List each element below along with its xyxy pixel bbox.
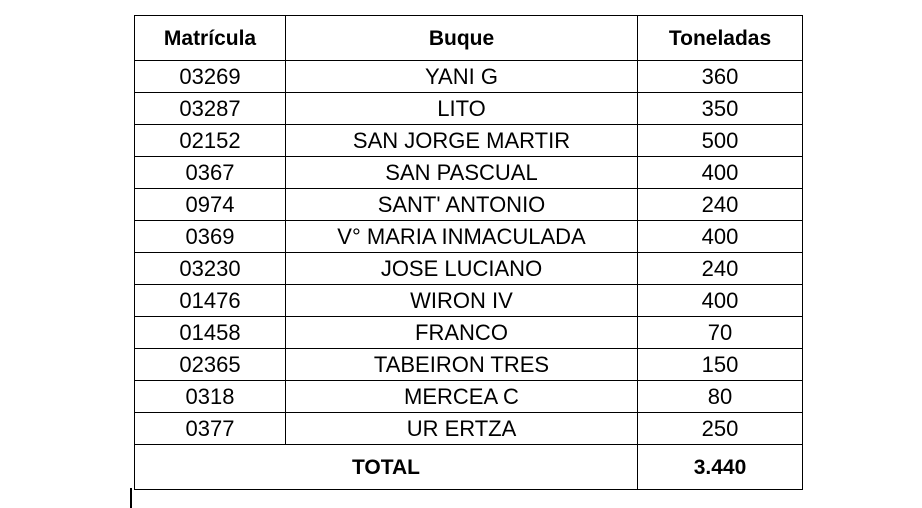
cell-vessel: V° MARIA INMACULADA <box>286 221 638 253</box>
cell-tonnage: 500 <box>638 125 803 157</box>
vessel-tonnage-table-container <box>134 15 803 490</box>
cell-vessel: UR ERTZA <box>286 413 638 445</box>
header-vessel: Buque <box>286 16 638 61</box>
header-tonnage: Toneladas <box>638 16 803 61</box>
table-row <box>135 349 803 381</box>
page-edge-mark <box>130 488 132 508</box>
cell-tonnage: 240 <box>638 189 803 221</box>
table-row <box>135 93 803 125</box>
table-header-row <box>135 16 803 61</box>
cell-registration: 0318 <box>135 381 286 413</box>
cell-vessel: WIRON IV <box>286 285 638 317</box>
cell-registration: 01458 <box>135 317 286 349</box>
cell-vessel: FRANCO <box>286 317 638 349</box>
table-row <box>135 381 803 413</box>
table-row <box>135 189 803 221</box>
cell-tonnage: 350 <box>638 93 803 125</box>
cell-vessel: JOSE LUCIANO <box>286 253 638 285</box>
cell-vessel: SAN PASCUAL <box>286 157 638 189</box>
total-value: 3.440 <box>638 445 803 490</box>
cell-tonnage: 250 <box>638 413 803 445</box>
header-registration: Matrícula <box>135 16 286 61</box>
table-row <box>135 413 803 445</box>
cell-tonnage: 400 <box>638 157 803 189</box>
cell-vessel: SAN JORGE MARTIR <box>286 125 638 157</box>
cell-registration: 02365 <box>135 349 286 381</box>
cell-vessel: SANT' ANTONIO <box>286 189 638 221</box>
table-row <box>135 61 803 93</box>
cell-registration: 0367 <box>135 157 286 189</box>
cell-tonnage: 70 <box>638 317 803 349</box>
cell-vessel: YANI G <box>286 61 638 93</box>
cell-tonnage: 360 <box>638 61 803 93</box>
cell-registration: 03230 <box>135 253 286 285</box>
table-row <box>135 317 803 349</box>
cell-registration: 03269 <box>135 61 286 93</box>
total-label: TOTAL <box>135 445 638 490</box>
cell-vessel: TABEIRON TRES <box>286 349 638 381</box>
cell-registration: 0974 <box>135 189 286 221</box>
total-row <box>135 445 803 490</box>
table-row <box>135 285 803 317</box>
cell-tonnage: 240 <box>638 253 803 285</box>
vessel-tonnage-table <box>134 15 803 490</box>
table-row <box>135 157 803 189</box>
cell-tonnage: 80 <box>638 381 803 413</box>
table-row <box>135 221 803 253</box>
cell-vessel: MERCEA C <box>286 381 638 413</box>
cell-tonnage: 400 <box>638 221 803 253</box>
cell-tonnage: 400 <box>638 285 803 317</box>
cell-registration: 01476 <box>135 285 286 317</box>
cell-vessel: LITO <box>286 93 638 125</box>
cell-registration: 03287 <box>135 93 286 125</box>
cell-registration: 02152 <box>135 125 286 157</box>
cell-tonnage: 150 <box>638 349 803 381</box>
table-row <box>135 253 803 285</box>
cell-registration: 0377 <box>135 413 286 445</box>
table-row <box>135 125 803 157</box>
cell-registration: 0369 <box>135 221 286 253</box>
